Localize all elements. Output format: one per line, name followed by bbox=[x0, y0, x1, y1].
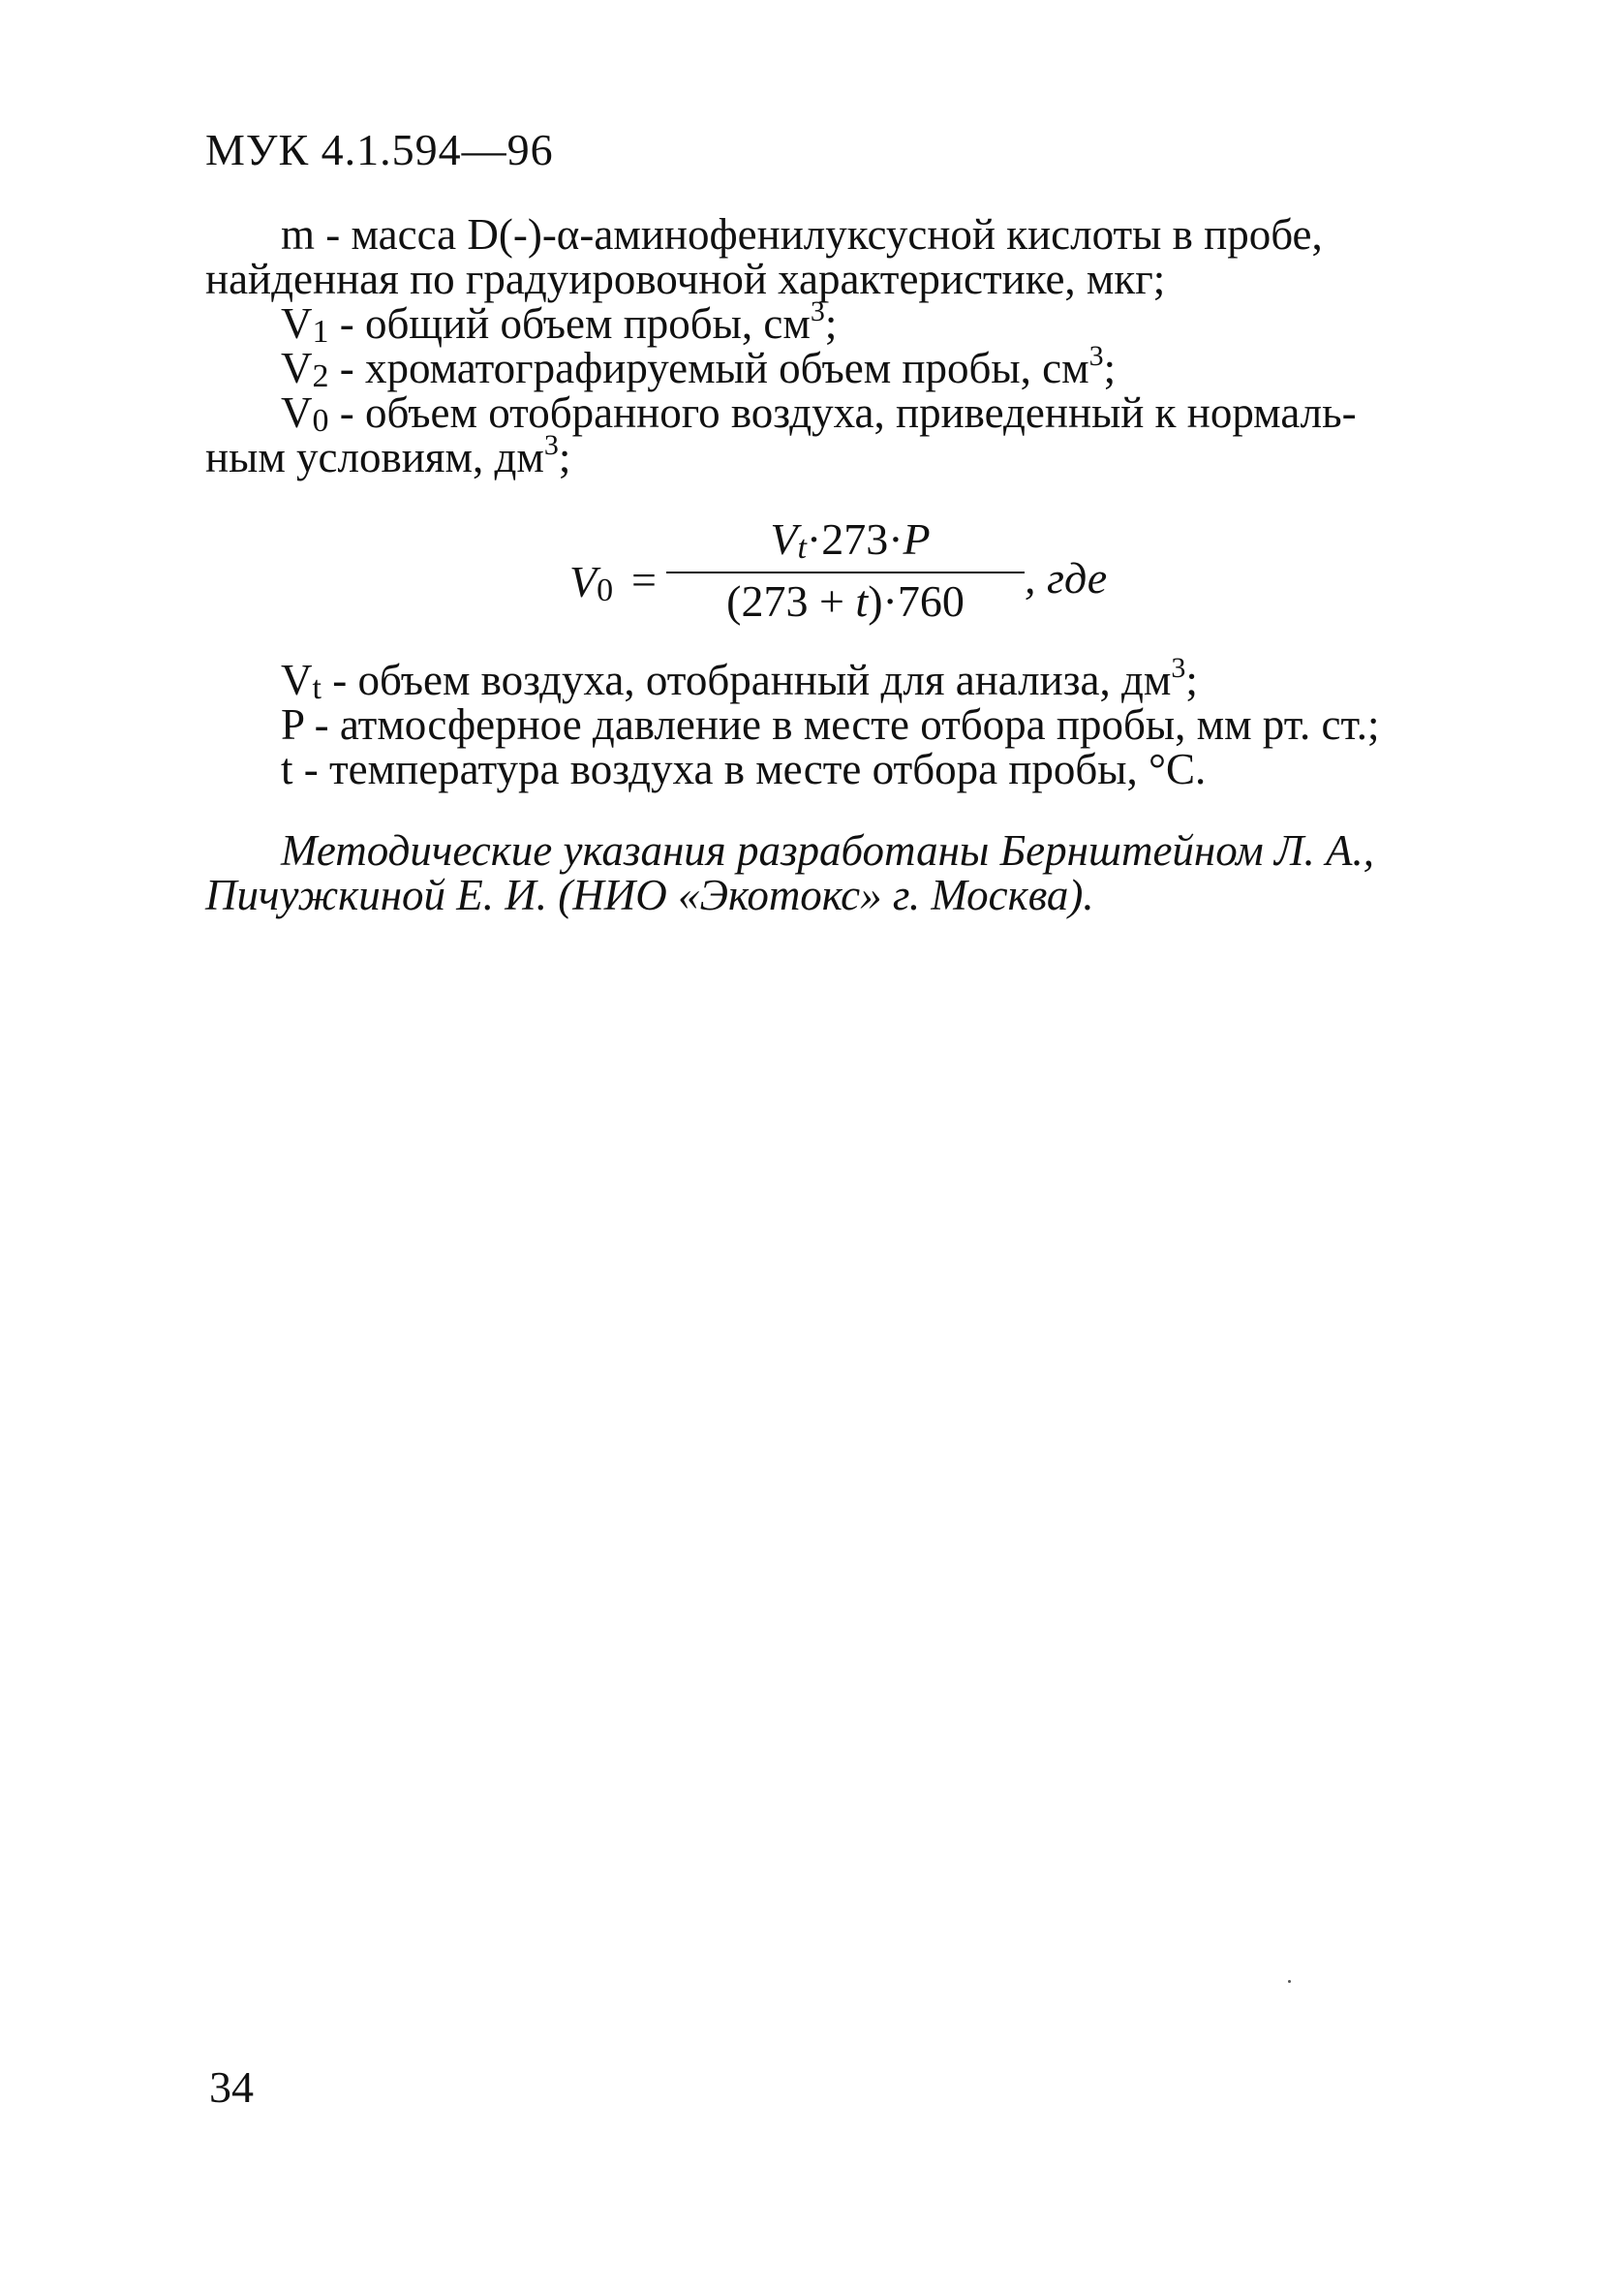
formula-denominator: (273 + t)·760 bbox=[726, 576, 965, 626]
scan-speck bbox=[1288, 1980, 1291, 1983]
symbol-p: P bbox=[281, 700, 304, 749]
definition-v0-text: - объем отобранного воздуха, приведенный к нормаль- bbox=[339, 388, 1357, 437]
definition-v2-text: - хроматографируемый объем пробы, см bbox=[339, 344, 1089, 392]
definition-m-line2 bbox=[205, 254, 1165, 304]
variable-p bbox=[281, 699, 1380, 750]
formula-lhs: $V_0$ bbox=[569, 557, 614, 608]
definition-m-line1 bbox=[281, 209, 1323, 260]
definition-m-text: - масса D(-)-α-аминофенилуксусной кислоты в пробе, bbox=[325, 210, 1323, 259]
document-code: МУК 4.1.594—96 bbox=[205, 125, 554, 174]
variable-t-text: - температура воздуха в месте отбора пробы, °С. bbox=[303, 745, 1207, 793]
formula-v0 bbox=[569, 513, 1150, 639]
definition-v1: $V_1$ - общий объем пробы, $см^3$; bbox=[281, 295, 838, 350]
symbol-v0: $V_0$ bbox=[281, 388, 329, 439]
definition-v0-line1 bbox=[281, 387, 1357, 438]
variable-t bbox=[281, 744, 1206, 794]
symbol-v2: $V_2$ bbox=[281, 344, 329, 394]
symbol-vt: $V_t$ bbox=[281, 656, 322, 706]
definition-v0-text-cont: ным условиям, дм bbox=[205, 433, 544, 481]
variable-vt: $V_t$ - объем воздуха, отобранный для анализа, $дм^3$; bbox=[281, 652, 1198, 706]
superscript-3: 3 bbox=[1171, 652, 1186, 684]
page-number: 34 bbox=[209, 2062, 254, 2112]
definition-v1-text: - общий объем пробы, см bbox=[339, 299, 811, 348]
symbol-m: m bbox=[281, 210, 316, 259]
formula-suffix: , где bbox=[1025, 553, 1108, 603]
variable-vt-text: - объем воздуха, отобранный для анализа, дм bbox=[332, 656, 1172, 704]
symbol-t: t bbox=[281, 745, 293, 793]
definition-v2: $V_2$ - хроматографируемый объем пробы, $см^3$; bbox=[281, 340, 1117, 394]
fraction-bar bbox=[666, 572, 1025, 573]
symbol-v1: $V_1$ bbox=[281, 299, 329, 350]
authors-note-line1: Методические указания разработаны Бернштейном Л. А., bbox=[281, 826, 1374, 875]
definition-m-text-cont: найденная по градуировочной характеристике, мкг; bbox=[205, 255, 1166, 303]
formula-equals: = bbox=[631, 555, 657, 604]
superscript-3: 3 bbox=[543, 429, 559, 461]
formula-numerator: $V_t\cdot 273\cdot P$ bbox=[770, 514, 931, 566]
definition-v0-line2: ным условиям, $дм^3$; bbox=[205, 429, 571, 481]
superscript-3: 3 bbox=[1088, 340, 1104, 372]
variable-p-text: - атмосферное давление в месте отбора пробы, мм рт. ст.; bbox=[314, 700, 1380, 749]
superscript-3: 3 bbox=[810, 295, 825, 327]
authors-note-line2: Пичужкиной Е. И. (НИО «Экотокс» г. Москва). bbox=[205, 871, 1094, 919]
